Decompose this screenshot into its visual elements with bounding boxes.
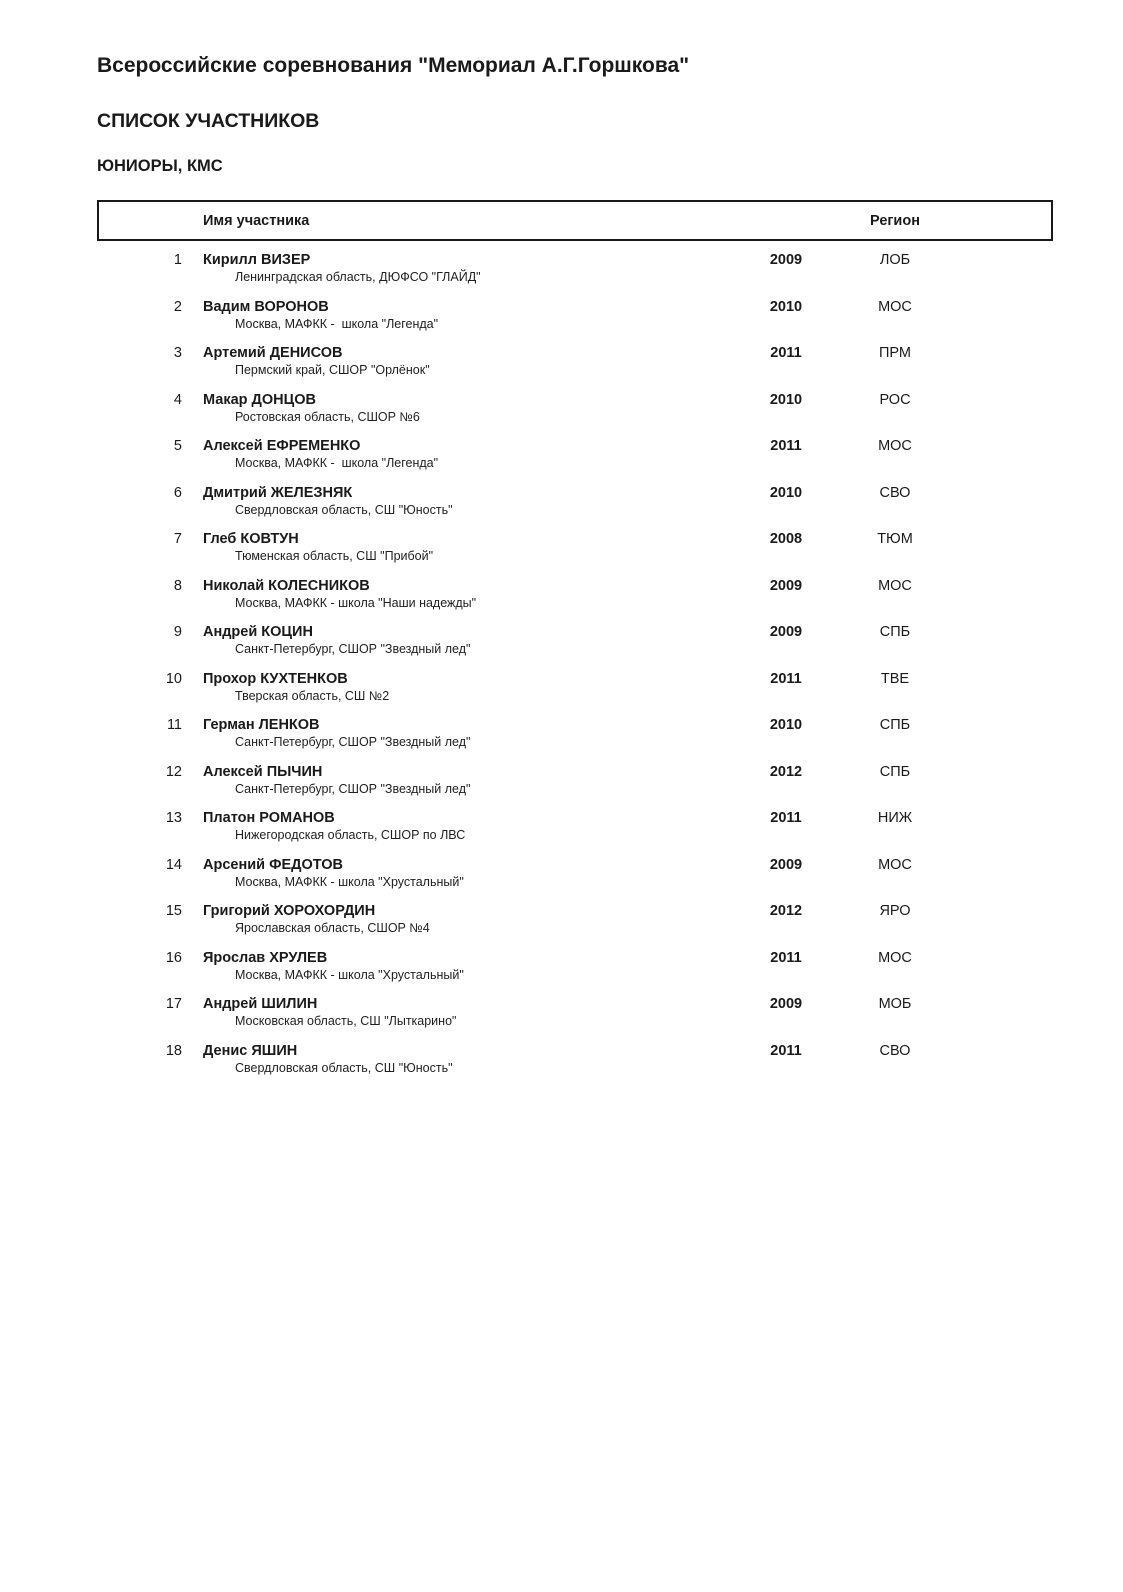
participant-row	[0, 903, 1123, 950]
participant-row	[0, 578, 1123, 625]
participant-club: Москва, МАФКК - школа "Хрустальный"	[235, 874, 464, 889]
participant-number: 5	[173, 438, 182, 454]
participant-number: 17	[165, 996, 182, 1012]
participant-birth-year: 2009	[769, 577, 803, 594]
participant-name: Андрей ШИЛИН	[203, 996, 318, 1012]
participant-name-block	[203, 485, 730, 518]
participant-name-block	[203, 903, 730, 936]
participant-region: СПБ	[879, 624, 911, 640]
participant-row	[0, 624, 1123, 671]
participant-number: 10	[165, 670, 182, 687]
participant-club: Москва, МАФКК - школа "Легенда"	[235, 316, 439, 331]
participant-name: Дмитрий ЖЕЛЕЗНЯК	[203, 484, 353, 501]
participant-name: Кирилл ВИЗЕР	[203, 252, 311, 268]
participant-number: 16	[165, 949, 182, 966]
participant-region: МОС	[878, 298, 912, 315]
participant-name: Вадим ВОРОНОВ	[203, 298, 329, 315]
participant-club: Москва, МАФКК - школа "Наши надежды"	[235, 595, 477, 610]
participant-name: Алексей ЕФРЕМЕНКО	[203, 438, 361, 454]
participant-number: 14	[165, 856, 182, 873]
participant-name-block	[203, 996, 730, 1029]
participant-birth-year: 2009	[769, 856, 803, 873]
participant-name-block	[203, 857, 730, 890]
participant-club: Санкт-Петербург, СШОР "Звездный лед"	[235, 781, 471, 796]
column-header-region: Регион	[870, 212, 920, 229]
participant-club: Тверская область, СШ №2	[235, 688, 390, 703]
page-title: Всероссийские соревнования "Мемориал А.Г.Горшкова"	[97, 54, 690, 77]
participant-row	[0, 671, 1123, 718]
participant-name: Ярослав ХРУЛЕВ	[203, 949, 328, 966]
participant-row	[0, 299, 1123, 346]
participant-row	[0, 485, 1123, 532]
participant-row	[0, 717, 1123, 764]
participant-club: Москва, МАФКК - школа "Хрустальный"	[235, 967, 464, 982]
participant-region: ТЮМ	[877, 531, 913, 547]
participant-club: Санкт-Петербург, СШОР "Звездный лед"	[235, 735, 471, 749]
participant-name-block	[203, 252, 730, 285]
participant-row	[0, 950, 1123, 997]
participant-row	[0, 810, 1123, 857]
participant-name-block	[203, 345, 730, 378]
participant-row	[0, 252, 1123, 299]
participant-number: 13	[165, 810, 182, 826]
participant-number: 7	[173, 531, 182, 547]
participant-name-block	[203, 438, 730, 471]
participant-name: Глеб КОВТУН	[203, 531, 299, 547]
participant-club: Ленинградская область, ДЮФСО "ГЛАЙД"	[235, 270, 481, 284]
participant-row	[0, 438, 1123, 485]
participant-row	[0, 345, 1123, 392]
participants-rows	[0, 252, 1123, 1089]
participant-birth-year: 2009	[769, 996, 803, 1012]
participant-name: Андрей КОЦИН	[203, 624, 313, 640]
participant-club: Нижегородская область, СШОР по ЛВС	[235, 828, 466, 842]
participant-name-block	[203, 950, 730, 983]
participant-club: Ростовская область, СШОР №6	[235, 409, 420, 424]
participant-name: Денис ЯШИН	[203, 1042, 298, 1059]
participant-club: Москва, МАФКК - школа "Легенда"	[235, 456, 439, 470]
participant-region: МОС	[878, 577, 912, 594]
participant-region: ЯРО	[879, 903, 911, 919]
participant-name: Алексей ПЫЧИН	[203, 763, 323, 780]
participant-birth-year: 2012	[769, 903, 803, 919]
participant-name: Герман ЛЕНКОВ	[203, 717, 320, 733]
participant-birth-year: 2008	[769, 531, 803, 547]
participant-region: РОС	[879, 391, 911, 408]
participant-row	[0, 531, 1123, 578]
participant-region: ПРМ	[878, 345, 911, 361]
participant-birth-year: 2011	[770, 1042, 802, 1059]
participant-number: 1	[173, 252, 182, 268]
participant-club: Тюменская область, СШ "Прибой"	[235, 549, 434, 563]
participant-number: 2	[173, 298, 182, 315]
participant-number: 8	[173, 577, 182, 594]
participant-name-block	[203, 624, 730, 657]
participant-region: МОС	[878, 438, 912, 454]
participant-birth-year: 2009	[769, 252, 803, 268]
participant-row	[0, 764, 1123, 811]
participant-region: СПБ	[879, 763, 911, 780]
participant-birth-year: 2011	[770, 670, 802, 687]
participant-name-block	[203, 671, 730, 704]
participant-name: Платон РОМАНОВ	[203, 810, 335, 826]
table-header	[97, 200, 1053, 241]
participant-birth-year: 2010	[769, 298, 803, 315]
participant-region: СПБ	[879, 717, 911, 733]
participant-name-block	[203, 764, 730, 797]
participant-number: 15	[165, 903, 182, 919]
participant-birth-year: 2010	[769, 717, 803, 733]
participant-region: ТВЕ	[880, 670, 910, 687]
participant-name-block	[203, 717, 730, 750]
participant-number: 3	[173, 345, 182, 361]
participant-name-block	[203, 578, 730, 611]
participant-region: НИЖ	[877, 810, 913, 826]
participants-list-title: СПИСОК УЧАСТНИКОВ	[97, 110, 320, 132]
participant-row	[0, 392, 1123, 439]
participant-region: СВО	[879, 484, 911, 501]
participant-birth-year: 2011	[770, 345, 802, 361]
participant-region: СВО	[879, 1042, 911, 1059]
participant-region: ЛОБ	[879, 252, 911, 268]
participant-name-block	[203, 531, 730, 564]
participant-number: 18	[165, 1042, 182, 1059]
participant-number: 9	[173, 624, 182, 640]
participant-birth-year: 2010	[769, 484, 803, 501]
participant-region: МОС	[878, 856, 912, 873]
participant-region: МОС	[878, 949, 912, 966]
participant-birth-year: 2009	[769, 624, 803, 640]
participant-club: Санкт-Петербург, СШОР "Звездный лед"	[235, 642, 471, 656]
participant-name: Арсений ФЕДОТОВ	[203, 856, 343, 873]
participant-club: Свердловская область, СШ "Юность"	[235, 1060, 453, 1075]
participant-row	[0, 996, 1123, 1043]
participant-number: 11	[166, 717, 182, 733]
column-header-name: Имя участника	[203, 212, 310, 229]
participant-row	[0, 1043, 1123, 1090]
participant-birth-year: 2011	[770, 810, 802, 826]
participant-name: Макар ДОНЦОВ	[203, 391, 316, 408]
category-title: ЮНИОРЫ, КМС	[97, 157, 223, 175]
participant-club: Ярославская область, СШОР №4	[235, 921, 430, 935]
participant-row	[0, 857, 1123, 904]
participant-name: Григорий ХОРОХОРДИН	[203, 903, 376, 919]
participant-name-block	[203, 299, 730, 332]
participant-birth-year: 2011	[770, 949, 802, 966]
participant-name-block	[203, 1043, 730, 1076]
participant-club: Свердловская область, СШ "Юность"	[235, 502, 453, 517]
participant-number: 4	[173, 391, 182, 408]
participant-club: Московская область, СШ "Лыткарино"	[235, 1014, 457, 1028]
participant-birth-year: 2011	[770, 438, 802, 454]
participant-name-block	[203, 810, 730, 843]
participant-name-block	[203, 392, 730, 425]
participant-number: 12	[165, 763, 182, 780]
participant-region: МОБ	[878, 996, 912, 1012]
participant-birth-year: 2010	[769, 391, 803, 408]
participant-name: Прохор КУХТЕНКОВ	[203, 670, 348, 687]
participant-name: Артемий ДЕНИСОВ	[203, 345, 343, 361]
participant-name: Николай КОЛЕСНИКОВ	[203, 577, 370, 594]
participant-club: Пермский край, СШОР "Орлёнок"	[235, 363, 430, 377]
participant-number: 6	[173, 484, 182, 501]
participant-birth-year: 2012	[769, 763, 803, 780]
